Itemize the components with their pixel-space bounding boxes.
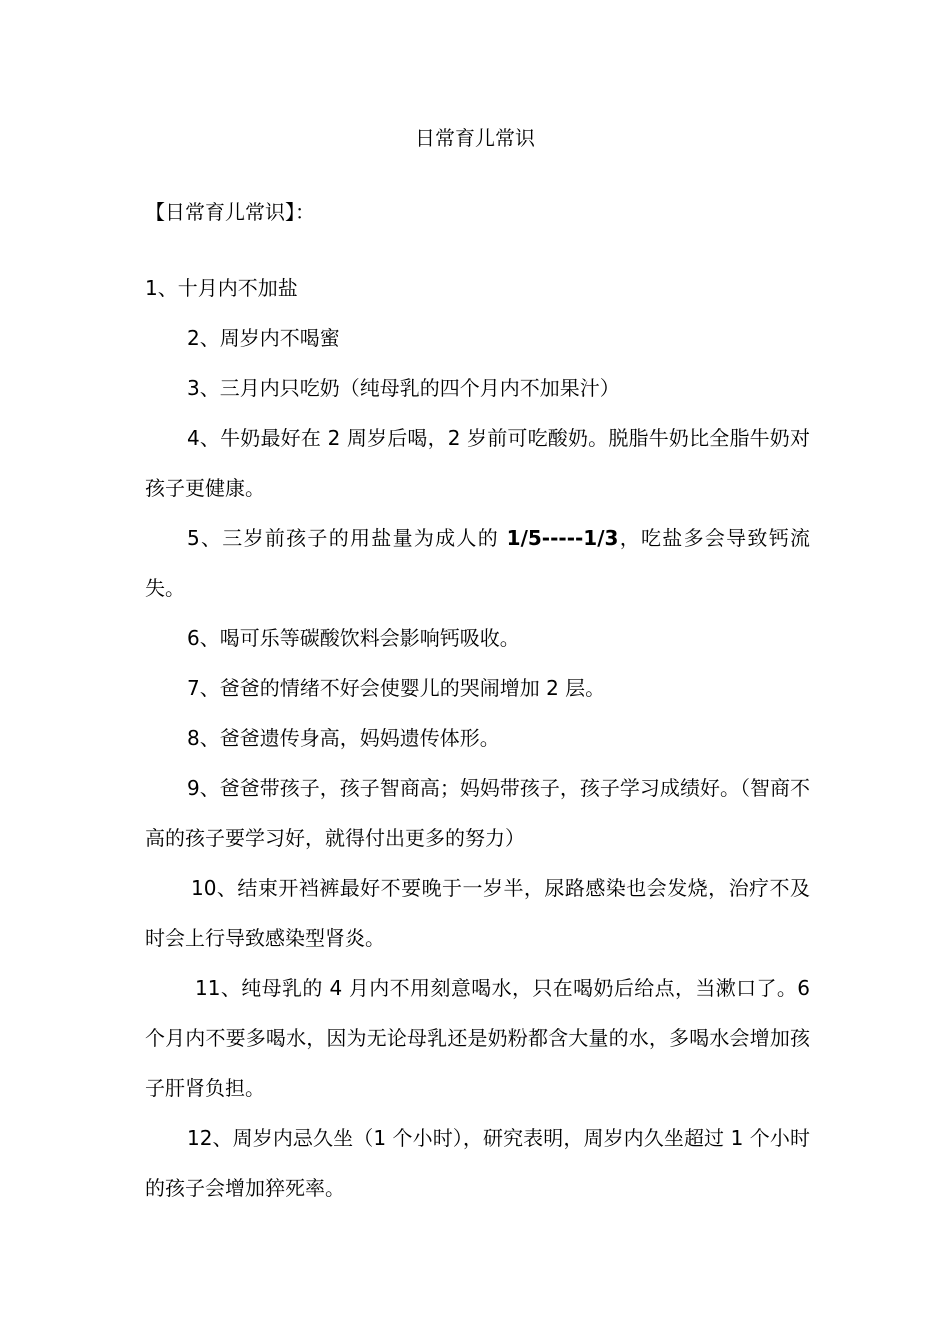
list-item-2: 2、周岁内不喝蜜 (187, 326, 340, 350)
list-item-4: 4、牛奶最好在 2 周岁后喝，2 岁前可吃酸奶。脱脂牛奶比全脂牛奶对孩子更健康。 (145, 426, 810, 500)
list-item-5-suffix: ，吃盐多会导致钙流失。 (145, 526, 811, 600)
list-item-12: 12、周岁内忌久坐（1 个小时），研究表明，周岁内久坐超过 1 个小时的孩子会增加猝死率。 (145, 1126, 810, 1200)
list-item-7: 7、爸爸的情绪不好会使婴儿的哭闹增加 2 层。 (187, 676, 606, 700)
list-item-5 (145, 513, 810, 613)
list-item-3: 3、三月内只吃奶（纯母乳的四个月内不加果汁） (187, 376, 620, 400)
page-title: 日常育儿常识 (415, 126, 535, 150)
list-item-10: 10、结束开裆裤最好不要晚于一岁半，尿路感染也会发烧，治疗不及时会上行导致感染型肾炎。 (145, 876, 810, 950)
list-item-5-prefix: 5、三岁前孩子的用盐量为成人的 (187, 526, 507, 550)
salt-ratio: 1/5-----1/3 (506, 526, 619, 550)
list-item-9: 9、爸爸带孩子，孩子智商高；妈妈带孩子，孩子学习成绩好。（智商不高的孩子要学习好，就得付出更多的努力） (145, 776, 810, 850)
list-item-11: 11、纯母乳的 4 月内不用刻意喝水，只在喝奶后给点，当漱口了。6 个月内不要多喝水，因为无论母乳还是奶粉都含大量的水，多喝水会增加孩子肝肾负担。 (145, 976, 810, 1100)
list-item-6: 6、喝可乐等碳酸饮料会影响钙吸收。 (187, 626, 520, 650)
section-heading: 【日常育儿常识】： (145, 200, 315, 224)
list-item-1: 1、十月内不加盐 (145, 276, 298, 300)
document-body (145, 263, 810, 1213)
list-item-8: 8、爸爸遗传身高，妈妈遗传体形。 (187, 726, 500, 750)
